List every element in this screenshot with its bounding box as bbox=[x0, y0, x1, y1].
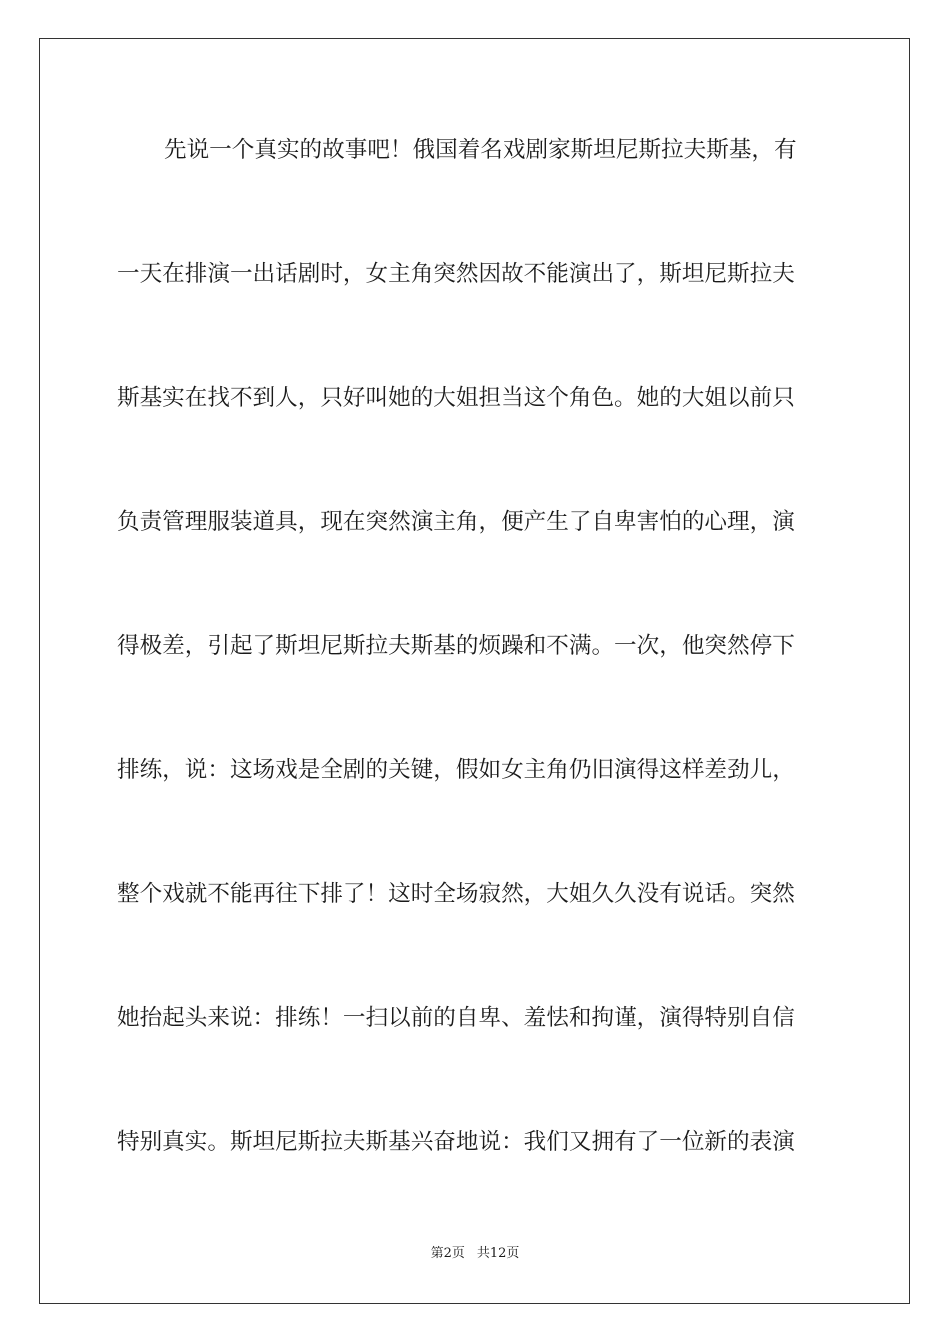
paragraph-line: 整个戏就不能再往下排了！这时全场寂然，大姐久久没有说话。突然 bbox=[117, 881, 795, 907]
page-number: 第2页 bbox=[430, 1246, 465, 1261]
paragraph-line: 一天在排演一出话剧时，女主角突然因故不能演出了，斯坦尼斯拉夫 bbox=[117, 261, 795, 287]
paragraph-line: 特别真实。斯坦尼斯拉夫斯基兴奋地说：我们又拥有了一位新的表演 bbox=[117, 1129, 795, 1155]
page-total: 共12页 bbox=[476, 1246, 520, 1261]
page-footer bbox=[0, 1245, 950, 1263]
paragraph-line: 负责管理服装道具，现在突然演主角，便产生了自卑害怕的心理，演 bbox=[117, 509, 795, 535]
page-border bbox=[39, 38, 910, 1304]
paragraph-line: 斯基实在找不到人，只好叫她的大姐担当这个角色。她的大姐以前只 bbox=[117, 385, 795, 411]
paragraph-line: 先说一个真实的故事吧！俄国着名戏剧家斯坦尼斯拉夫斯基，有 bbox=[164, 137, 797, 163]
paragraph-line: 得极差，引起了斯坦尼斯拉夫斯基的烦躁和不满。一次，他突然停下 bbox=[117, 633, 795, 659]
paragraph-line: 排练，说：这场戏是全剧的关键，假如女主角仍旧演得这样差劲儿， bbox=[117, 757, 795, 783]
paragraph-line: 她抬起头来说：排练！一扫以前的自卑、羞怯和拘谨，演得特别自信 bbox=[117, 1005, 795, 1031]
